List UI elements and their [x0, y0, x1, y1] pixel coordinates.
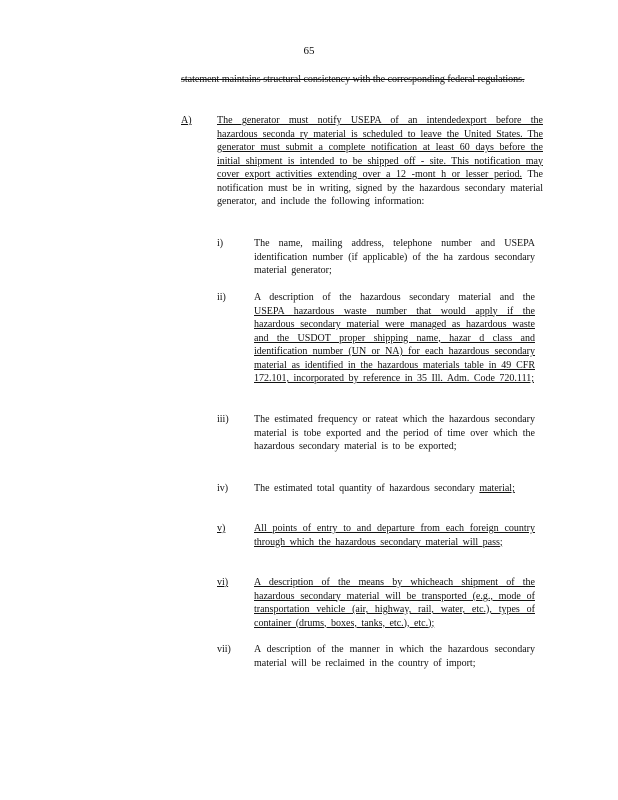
list-item-text-part-underlined: A description of the means by whicheach shipment of the hazardous secondary material will be transported (e.g., mode of transportation vehicle (air, highway, rail, water, etc.), types of container (drums, boxes, tanks, etc.), etc.);: [254, 577, 535, 629]
list-item-iv: [217, 482, 535, 496]
list-item-text-part: The name, mailing address, telephone number and USEPA identification number (if applicable) of the ha zardous secondary material generator;: [254, 238, 535, 276]
list-item-text: [254, 291, 535, 386]
list-item-i: [217, 237, 535, 278]
list-item-marker: ii): [217, 292, 226, 303]
list-item-text: [254, 413, 535, 454]
list-item-v: [217, 522, 535, 549]
list-item-text: [254, 643, 535, 670]
list-item-text-part-underlined: material;: [479, 483, 515, 494]
list-item-marker: iii): [217, 414, 229, 425]
list-item-marker: iv): [217, 483, 229, 494]
list-item-iii: [217, 413, 535, 454]
list-item-text-part: The estimated total quantity of hazardous secondary: [254, 483, 480, 494]
list-item-text-part: A description of the hazardous secondary material and the: [254, 292, 535, 303]
list-item-vii: [217, 643, 535, 670]
section-a-plain-text: The notification must be in writing, signed by the hazardous secondary material generator, and include the following information:: [217, 169, 543, 207]
list-item-text: [254, 237, 535, 278]
list-item-text-part: The estimated frequency or rateat which the hazardous secondary material is tobe exported and the period of time over which the hazardous secondary material is to be exported;: [254, 414, 535, 452]
list-item-text-part-underlined: All points of entry to and departure from each foreign country through which the hazardous secondary material will pass;: [254, 523, 535, 548]
section-a-underlined-text: The generator must notify USEPA of an intendedexport before the hazardous seconda ry material is scheduled to leave the United States. The generator must submit a complete notification at least 60 days before the initial shipment is intended to be shipped off - site. This notification may cover export activities extending over a 12 -mont h or lesser period.: [217, 115, 543, 180]
section-a: [181, 114, 543, 209]
page-number: 65: [303, 45, 315, 57]
section-a-text: [217, 114, 543, 209]
list-item-marker: i): [217, 238, 224, 249]
list-item-marker: v): [217, 523, 226, 534]
list-item-vi: [217, 576, 535, 630]
list-item-text-part: A description of the manner in which the hazardous secondary material will be reclaimed in the country of import;: [254, 644, 535, 669]
struck-text: statement maintains structural consistency with the corresponding federal regulations.: [181, 74, 525, 85]
list-item-text: [254, 576, 535, 630]
list-item-marker: vi): [217, 577, 229, 588]
list-item-ii: [217, 291, 535, 386]
list-item-marker: vii): [217, 644, 231, 655]
list-item-text: [254, 522, 535, 549]
section-a-marker: A): [181, 115, 192, 126]
list-item-text: [254, 482, 535, 496]
list-item-text-part-underlined: USEPA hazardous waste number that would apply if the hazardous secondary material were managed as hazardous waste and the USDOT proper shipping name, hazar d class and identification number (UN or NA) for each hazardous secondary material as identified in the hazardous materials table in 49 CFR 172.101, incorporated by reference in 35 Ill. Adm. Code 720.111;: [254, 305, 535, 384]
